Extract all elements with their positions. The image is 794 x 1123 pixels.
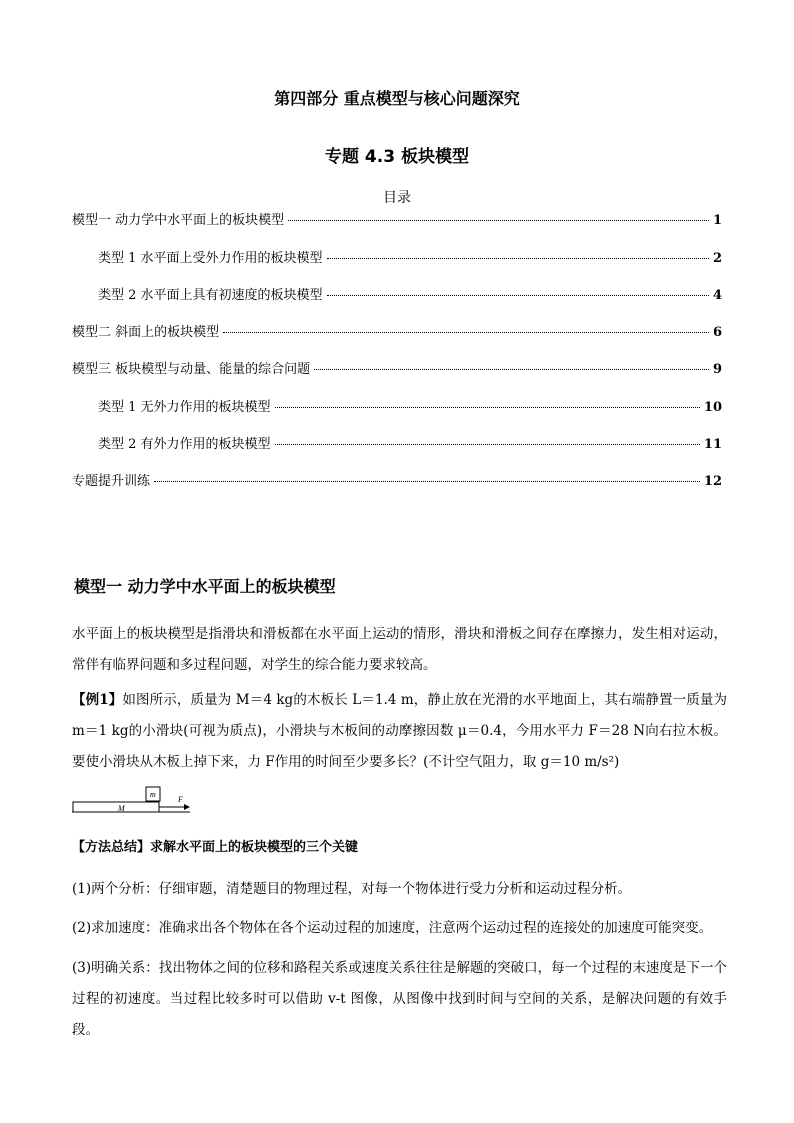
topic-title: 专题 4.3 板块模型 <box>325 147 469 167</box>
toc-entry[interactable] <box>98 284 722 303</box>
toc-leader-dots <box>314 369 709 370</box>
force-label: F <box>178 795 183 804</box>
method-heading: 【方法总结】求解水平面上的板块模型的三个关键 <box>72 840 359 855</box>
toc-entry-label: 模型一 动力学中水平面上的板块模型 <box>72 213 285 228</box>
key-point: (3)明确关系：找出物体之间的位移和路程关系或速度关系往往是解题的突破口，每一个过程的末速度是下一个过程的初速度。当过程比较多时可以借助 v-t 图像，从图像中找到时间与空间的关系，是解决问题的有效手段。 <box>72 960 727 1038</box>
intro-paragraph: 水平面上的板块模型是指滑块和滑板都在水平面上运动的情形，滑块和滑板之间存在摩擦力，发生相对运动，常伴有临界问题和多过程问题，对学生的综合能力要求较高。 <box>72 626 727 673</box>
toc-entry[interactable] <box>98 247 722 266</box>
force-arrow-head <box>184 804 190 810</box>
toc-entry-page: 10 <box>703 400 722 415</box>
toc-entry-label: 类型 2 有外力作用的板块模型 <box>98 437 271 452</box>
part-title: 第四部分 重点模型与核心问题深究 <box>274 89 520 108</box>
board-rect <box>73 802 159 812</box>
toc-entry-page: 11 <box>703 437 722 452</box>
toc-entry-page: 4 <box>712 288 722 303</box>
toc-entry-page: 12 <box>703 474 722 489</box>
toc-entry[interactable] <box>72 321 722 340</box>
example-text: 如图所示，质量为 M＝4 kg的木板长 L＝1.4 m，静止放在光滑的水平地面上，其右端静置一质量为 m＝1 kg的小滑块(可视为质点)，小滑块与木板间的动摩擦因数 μ＝0.4，今用水平力 F＝28 N向右拉木板。要使小滑块从木板上掉下来，力 F作用的时间至少要多长？(不计空气阻力，取 g＝10 m/s²) <box>72 692 727 770</box>
key-point: (2)求加速度：准确求出各个物体在各个运动过程的加速度，注意两个运动过程的连接处的加速度可能突变。 <box>72 920 713 936</box>
toc-entry-label: 类型 1 水平面上受外力作用的板块模型 <box>98 251 323 266</box>
board-label: M <box>118 804 125 813</box>
toc-leader-dots <box>275 407 700 408</box>
toc-entry-label: 专题提升训练 <box>72 474 151 489</box>
example-paragraph <box>72 685 727 778</box>
toc-entry-label: 类型 2 水平面上具有初速度的板块模型 <box>98 288 323 303</box>
section-heading: 模型一 动力学中水平面上的板块模型 <box>74 577 336 596</box>
block-label: m <box>150 790 156 799</box>
key-point: (1)两个分析：仔细审题，清楚题目的物理过程，对每一个物体进行受力分析和运动过程分析。 <box>72 881 632 897</box>
toc-leader-dots <box>327 258 709 259</box>
toc-entry-label: 模型三 板块模型与动量、能量的综合问题 <box>72 362 311 377</box>
toc-entry-page: 2 <box>712 251 722 266</box>
toc-entry[interactable] <box>72 209 722 228</box>
toc-entry[interactable] <box>98 396 722 415</box>
toc-leader-dots <box>275 444 700 445</box>
toc-leader-dots <box>223 332 709 333</box>
toc-entry-label: 模型二 斜面上的板块模型 <box>72 325 220 340</box>
example-tag: 【例1】 <box>72 692 123 708</box>
toc-leader-dots <box>288 220 709 221</box>
toc-entry[interactable] <box>98 433 722 452</box>
toc-leader-dots <box>154 481 700 482</box>
toc-entry[interactable] <box>72 358 722 377</box>
toc-entry-label: 类型 1 无外力作用的板块模型 <box>98 400 271 415</box>
toc-heading: 目录 <box>383 190 411 206</box>
toc-entry-page: 1 <box>712 213 722 228</box>
board-block-figure <box>72 784 192 814</box>
toc-leader-dots <box>327 295 709 296</box>
toc-entry-page: 9 <box>712 362 722 377</box>
toc-entry[interactable] <box>72 470 722 489</box>
toc-entry-page: 6 <box>712 325 722 340</box>
